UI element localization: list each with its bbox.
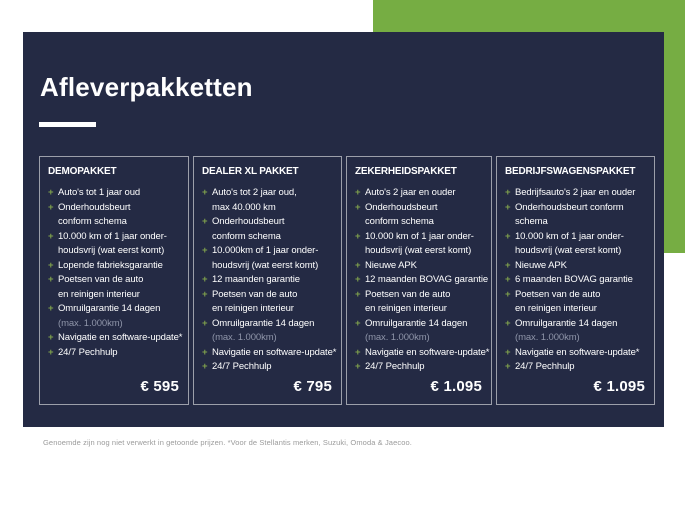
package-title: BEDRIJFSWAGENSPAKKET	[505, 166, 636, 177]
feature-text	[58, 230, 167, 259]
feature-text	[515, 201, 624, 230]
feature-line: Poetsen van de auto	[365, 288, 451, 300]
plus-bullet-icon: +	[355, 259, 361, 271]
feature-text	[212, 360, 271, 375]
package-card	[496, 156, 655, 405]
plus-bullet-icon: +	[505, 288, 511, 300]
feature-line: en reinigen interieur	[58, 288, 140, 300]
package-title: DEALER XL PAKKET	[202, 166, 299, 177]
feature-item	[355, 360, 482, 375]
feature-text	[212, 273, 300, 288]
feature-line: 10.000 km of 1 jaar onder-	[515, 230, 624, 242]
plus-bullet-icon: +	[202, 245, 208, 256]
plus-bullet-icon: +	[355, 201, 361, 213]
feature-item	[505, 259, 645, 274]
feature-text	[212, 288, 297, 317]
feature-item	[202, 288, 332, 317]
feature-item	[48, 230, 179, 259]
feature-text	[212, 244, 318, 273]
feature-item	[505, 346, 645, 361]
plus-bullet-icon: +	[48, 259, 54, 271]
feature-line: Omruilgarantie 14 dagen	[365, 317, 468, 329]
feature-item	[505, 201, 645, 230]
feature-line: Onderhoudsbeurt conform	[515, 201, 624, 213]
package-card	[39, 156, 189, 405]
feature-line: houdsvrij (wat eerst komt)	[212, 259, 319, 271]
feature-line: Omruilgarantie 14 dagen	[212, 317, 315, 329]
feature-line: Auto's 2 jaar en ouder	[365, 187, 456, 198]
feature-line: Bedrijfsauto's 2 jaar en ouder	[515, 187, 636, 198]
plus-bullet-icon: +	[48, 303, 54, 314]
feature-line: (max. 1.000km)	[58, 317, 123, 329]
feature-item	[355, 317, 482, 346]
feature-line: Nieuwe APK	[515, 259, 567, 271]
feature-text	[365, 230, 474, 259]
feature-text	[515, 346, 639, 361]
feature-text	[58, 331, 182, 346]
plus-bullet-icon: +	[355, 288, 361, 300]
feature-item	[202, 186, 332, 215]
feature-text	[515, 186, 635, 201]
feature-line: 12 maanden garantie	[212, 274, 300, 285]
feature-line: 12 maanden BOVAG garantie	[365, 274, 489, 285]
feature-item	[202, 215, 332, 244]
feature-line: Navigatie en software-update*	[212, 346, 337, 358]
feature-line: Poetsen van de auto	[515, 288, 601, 300]
feature-text	[365, 186, 455, 201]
feature-item	[48, 273, 179, 302]
feature-line: (max. 1.000km)	[365, 332, 430, 343]
feature-line: 24/7 Pechhulp	[212, 361, 272, 372]
plus-bullet-icon: +	[505, 259, 511, 271]
feature-item	[505, 230, 645, 259]
plus-bullet-icon: +	[355, 187, 361, 198]
content-panel	[23, 32, 664, 427]
package-price: € 1.095	[593, 378, 645, 395]
feature-line: Onderhoudsbeurt	[58, 201, 131, 213]
feature-text	[365, 360, 424, 375]
plus-bullet-icon: +	[355, 230, 361, 242]
feature-text	[365, 273, 488, 288]
feature-item	[355, 186, 482, 201]
feature-line: (max. 1.000km)	[212, 332, 277, 343]
feature-item	[505, 288, 645, 317]
package-cards	[39, 156, 657, 405]
feature-line: Omruilgarantie 14 dagen	[58, 303, 161, 314]
feature-item	[202, 360, 332, 375]
feature-item	[355, 259, 482, 274]
feature-item	[48, 186, 179, 201]
package-price: € 1.095	[430, 378, 482, 395]
feature-item	[355, 346, 490, 361]
plus-bullet-icon: +	[48, 201, 54, 213]
feature-text	[212, 215, 284, 244]
plus-bullet-icon: +	[48, 332, 54, 343]
feature-item	[202, 273, 332, 288]
feature-item	[505, 317, 645, 346]
plus-bullet-icon: +	[48, 230, 54, 242]
feature-line: conform schema	[365, 216, 434, 227]
feature-item	[355, 273, 489, 288]
feature-text	[515, 259, 567, 274]
plus-bullet-icon: +	[355, 274, 361, 285]
feature-line: conform schema	[212, 230, 281, 242]
feature-item	[48, 302, 179, 331]
feature-line: Onderhoudsbeurt	[365, 201, 438, 213]
feature-item	[355, 288, 482, 317]
feature-item	[48, 201, 179, 230]
feature-line: 24/7 Pechhulp	[515, 361, 575, 372]
feature-line: Navigatie en software-update*	[58, 332, 183, 343]
feature-list	[505, 186, 645, 375]
feature-text	[58, 259, 163, 274]
package-price: € 595	[140, 378, 179, 395]
feature-line: houdsvrij (wat eerst komt)	[58, 245, 165, 256]
footnote: Genoemde zijn nog niet verwerkt in getoonde prijzen. *Voor de Stellantis merken, Suzuki, Omoda & Jaecoo.	[43, 438, 412, 447]
feature-line: 10.000km of 1 jaar onder-	[212, 245, 319, 256]
feature-item	[202, 346, 337, 361]
feature-line: Navigatie en software-update*	[365, 346, 490, 358]
feature-list	[355, 186, 490, 375]
feature-line: en reinigen interieur	[212, 303, 294, 314]
plus-bullet-icon: +	[202, 187, 208, 198]
feature-item	[505, 273, 645, 288]
plus-bullet-icon: +	[355, 317, 361, 329]
feature-line: 6 maanden BOVAG garantie	[515, 274, 633, 285]
feature-line: en reinigen interieur	[515, 303, 597, 314]
feature-item	[202, 244, 332, 273]
feature-text	[515, 288, 600, 317]
feature-text	[515, 360, 574, 375]
plus-bullet-icon: +	[355, 346, 361, 358]
feature-item	[505, 186, 645, 201]
feature-text	[58, 273, 143, 302]
feature-line: (max. 1.000km)	[515, 332, 580, 343]
feature-text	[515, 273, 633, 288]
plus-bullet-icon: +	[505, 187, 511, 198]
feature-line: houdsvrij (wat eerst komt)	[515, 245, 622, 256]
feature-line: Nieuwe APK	[365, 259, 417, 271]
feature-line: Navigatie en software-update*	[515, 346, 640, 358]
plus-bullet-icon: +	[505, 346, 511, 358]
plus-bullet-icon: +	[202, 288, 208, 300]
feature-line: 24/7 Pechhulp	[365, 361, 425, 372]
feature-text	[212, 346, 336, 361]
package-price: € 795	[293, 378, 332, 395]
plus-bullet-icon: +	[355, 361, 361, 372]
plus-bullet-icon: +	[48, 187, 54, 198]
feature-text	[365, 317, 467, 346]
feature-text	[212, 186, 297, 215]
feature-line: Poetsen van de auto	[58, 274, 144, 285]
feature-list	[202, 186, 337, 375]
feature-item	[48, 346, 179, 361]
feature-line: Onderhoudsbeurt	[212, 216, 285, 227]
feature-item	[505, 360, 645, 375]
plus-bullet-icon: +	[505, 274, 511, 285]
package-card	[193, 156, 342, 405]
plus-bullet-icon: +	[505, 317, 511, 329]
feature-text	[58, 302, 160, 331]
feature-text	[515, 230, 624, 259]
feature-line: Poetsen van de auto	[212, 288, 298, 300]
feature-line: Omruilgarantie 14 dagen	[515, 317, 618, 329]
feature-text	[365, 259, 417, 274]
feature-item	[48, 259, 179, 274]
feature-line: houdsvrij (wat eerst komt)	[365, 245, 472, 256]
feature-text	[365, 288, 450, 317]
feature-line: Auto's tot 1 jaar oud	[58, 187, 141, 198]
feature-text	[58, 186, 140, 201]
plus-bullet-icon: +	[202, 346, 208, 358]
feature-line: en reinigen interieur	[365, 303, 447, 314]
plus-bullet-icon: +	[202, 361, 208, 372]
feature-line: 24/7 Pechhulp	[58, 346, 118, 358]
title-underline	[39, 122, 96, 127]
feature-text	[365, 346, 489, 361]
feature-text	[365, 201, 437, 230]
plus-bullet-icon: +	[505, 361, 511, 372]
plus-bullet-icon: +	[48, 346, 54, 358]
feature-text	[212, 317, 314, 346]
feature-text	[58, 201, 130, 230]
plus-bullet-icon: +	[505, 201, 511, 213]
feature-item	[48, 331, 183, 346]
feature-item	[202, 317, 332, 346]
feature-line: 10.000 km of 1 jaar onder-	[58, 230, 167, 242]
feature-line: 10.000 km of 1 jaar onder-	[365, 230, 474, 242]
feature-line: Lopende fabrieksgarantie	[58, 259, 163, 271]
feature-list	[48, 186, 183, 360]
feature-line: schema	[515, 216, 548, 227]
feature-text	[58, 346, 117, 361]
plus-bullet-icon: +	[505, 230, 511, 242]
feature-text	[515, 317, 617, 346]
feature-item	[355, 201, 482, 230]
feature-item	[355, 230, 482, 259]
page-title: Afleverpakketten	[40, 72, 253, 102]
package-card	[346, 156, 492, 405]
feature-line: conform schema	[58, 216, 127, 227]
plus-bullet-icon: +	[202, 216, 208, 227]
plus-bullet-icon: +	[48, 274, 54, 285]
package-title: DEMOPAKKET	[48, 166, 117, 177]
feature-line: Auto's tot 2 jaar oud,	[212, 187, 297, 198]
package-title: ZEKERHEIDSPAKKET	[355, 166, 457, 177]
feature-line: max 40.000 km	[212, 201, 276, 213]
plus-bullet-icon: +	[202, 317, 208, 329]
plus-bullet-icon: +	[202, 274, 208, 285]
